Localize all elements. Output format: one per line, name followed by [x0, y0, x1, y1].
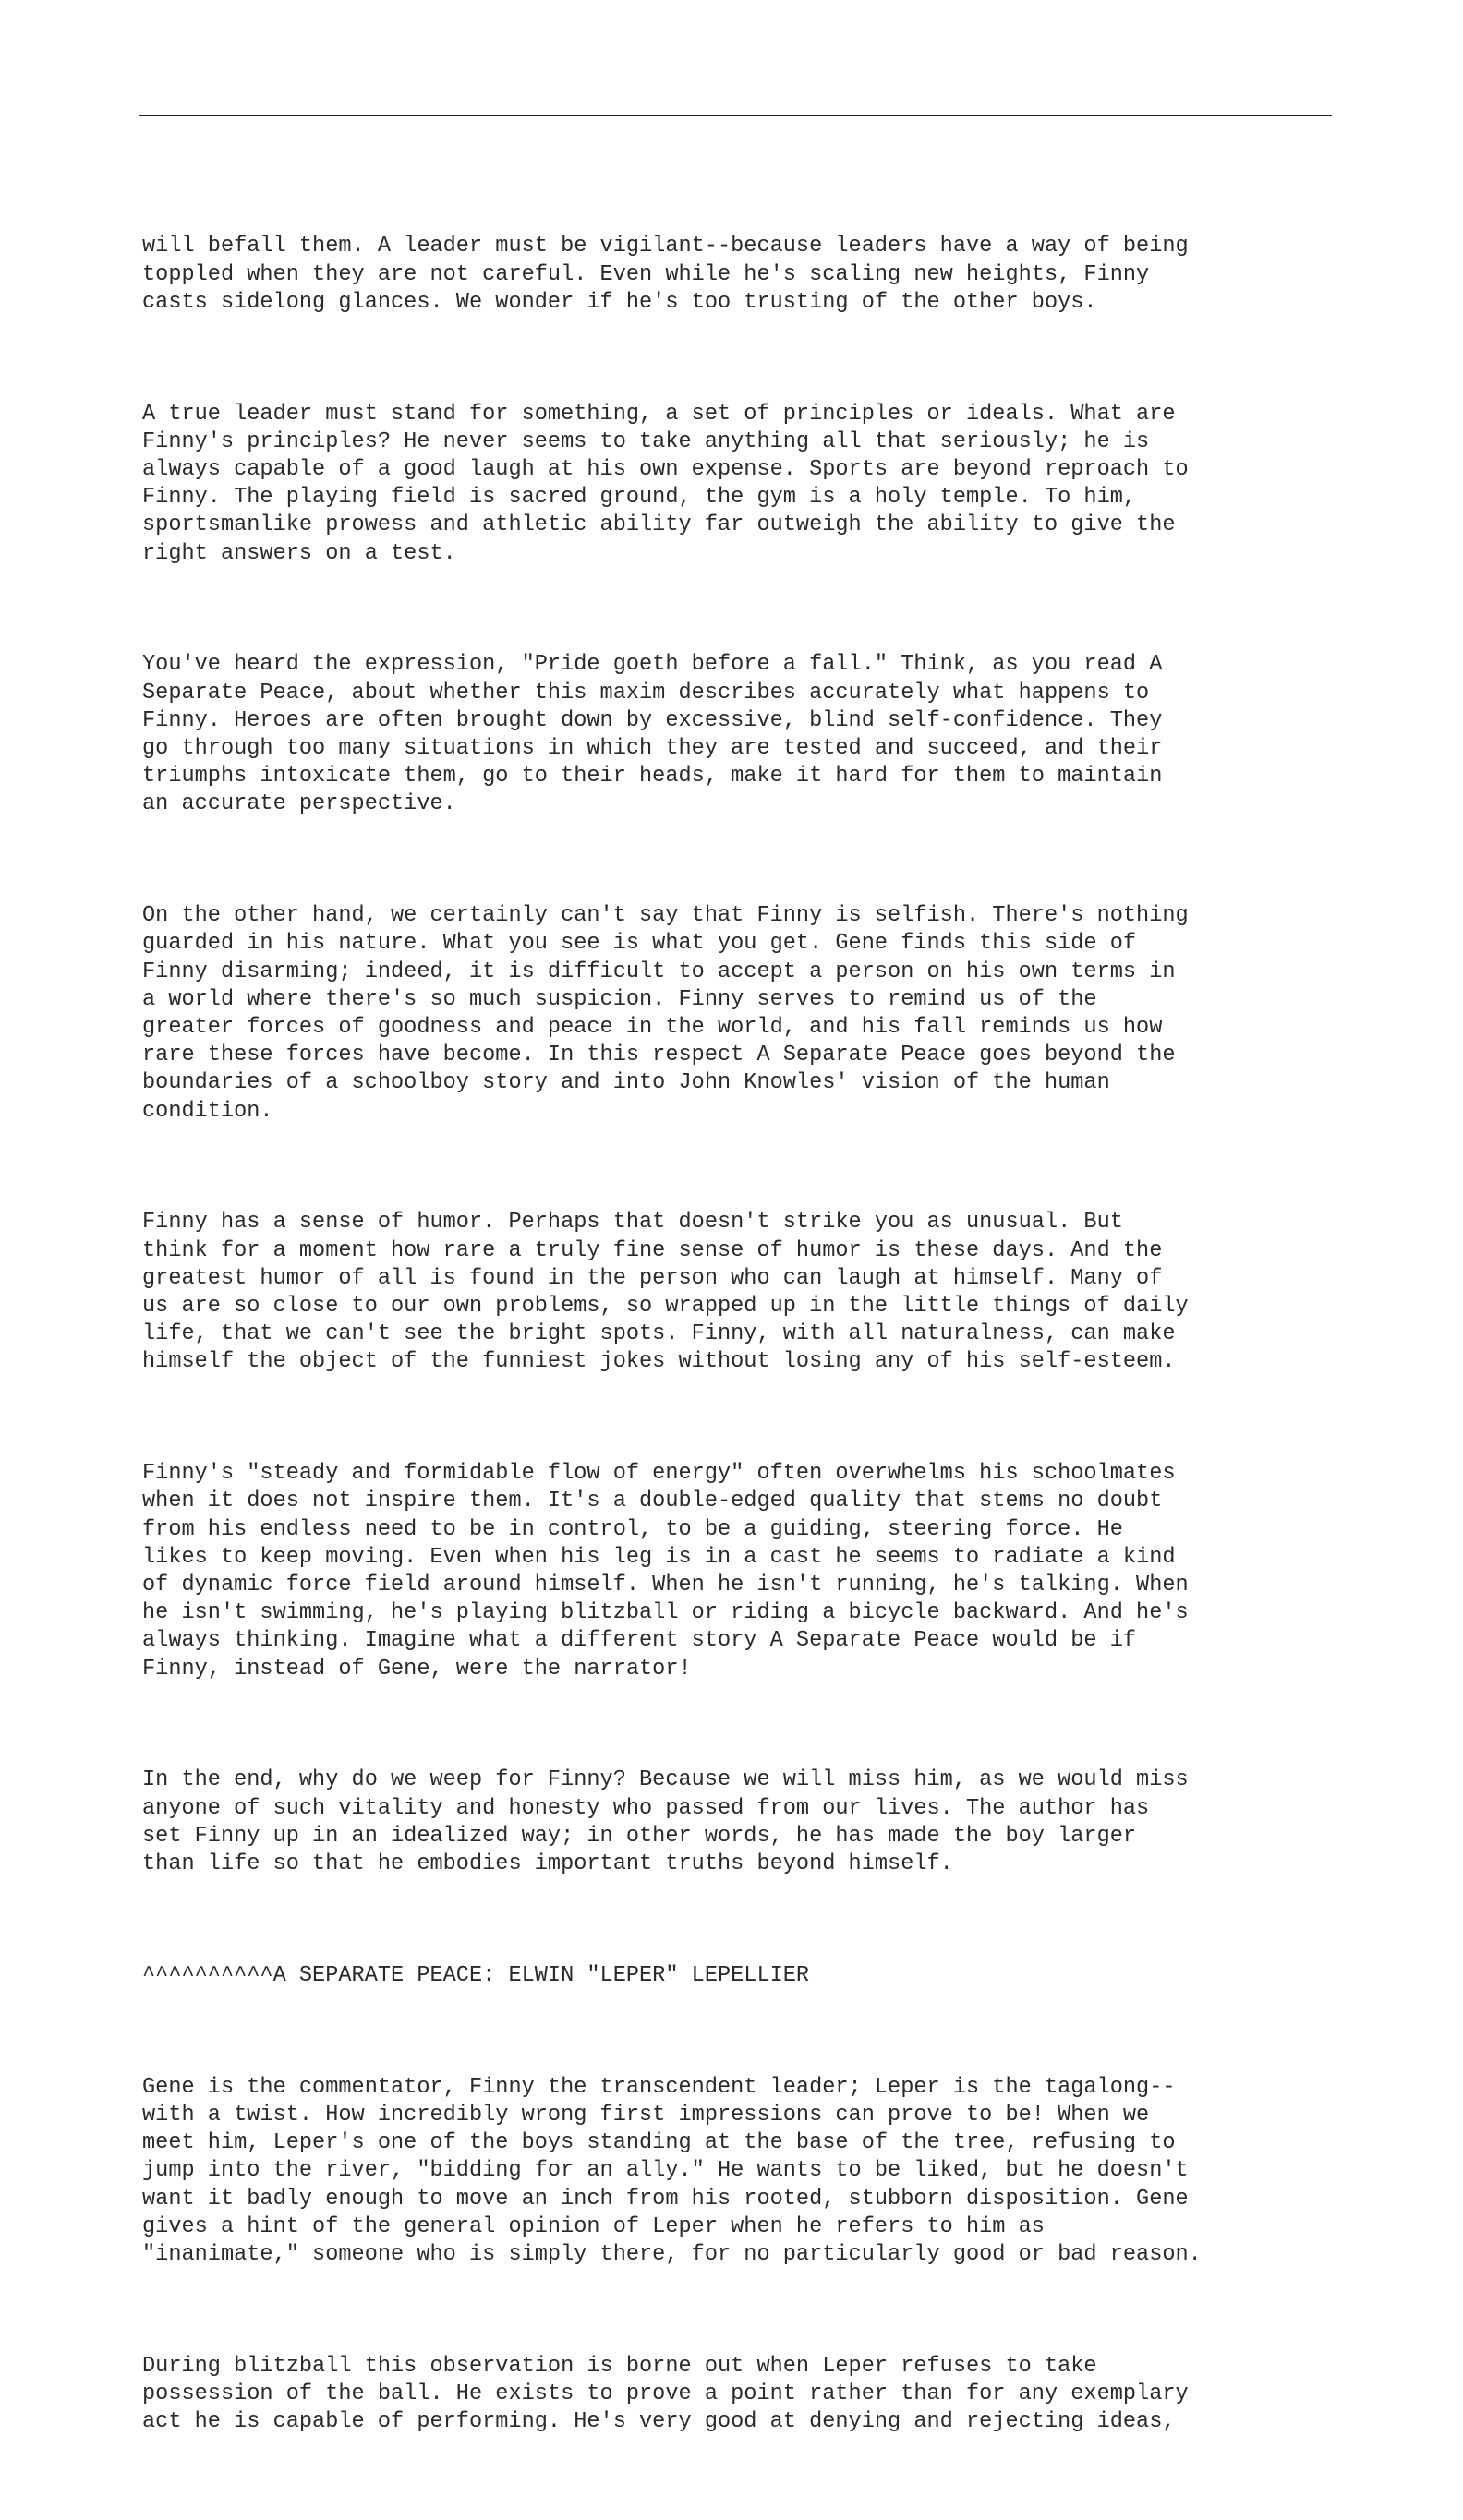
paragraph-leper-intro: Gene is the commentator, Finny the transcendent leader; Leper is the tagalong-- with a twist. How incredibly wrong first impressions can prove to be! When we meet him, Leper's one of the boys standing at the base of the tree, refusing to jump into the river, "bidding for an ally." He wants to be liked, but he doesn't want it badly enough to move an inch from his rooted, stubborn disposition. Gene gives a hint of the general opinion of Leper when he refers to him as "inanimate," someone who is simply there, for no particularly good or bad reason.: [142, 2074, 1202, 2267]
paragraph-blitzball: During blitzball this observation is borne out when Leper refuses to take possession of the ball. He exists to prove a point rather than for any exemplary act he is capable of performing. He's very good at denying and rejecting ideas,: [142, 2353, 1189, 2435]
header-rule: [139, 115, 1332, 116]
paragraph-energy: Finny's "steady and formidable flow of energy" often overwhelms his schoolmates when it does not inspire them. It's a double-edged quality that stems no doubt from his endless need to be in control, to be a guiding, steering force. He likes to keep moving. Even when his leg is in a cast he seems to radiate a kind of dynamic force field around himself. When he isn't running, he's talking. When he isn't swimming, he's playing blitzball or riding a bicycle backward. And he's always thinking. Imagine what a different story A Separate Peace would be if Finny, instead of Gene, were the narrator!: [142, 1461, 1189, 1682]
section-heading: ^^^^^^^^^^A SEPARATE PEACE: ELWIN "LEPER" LEPELLIER: [142, 1962, 810, 1988]
paragraph-principles: A true leader must stand for something, a set of principles or ideals. What are Finny's principles? He never seems to take anything all that seriously; he is always capable of a good laugh at his own expense. Sports are beyond reproach to Finny. The playing field is sacred ground, the gym is a holy temple. To him, sportsmanlike prowess and athletic ability far outweigh the ability to give the right answers on a test.: [142, 401, 1189, 566]
paragraph-not-selfish: On the other hand, we certainly can't say that Finny is selfish. There's nothing guarded in his nature. What you see is what you get. Gene finds this side of Finny disarming; indeed, it is difficult to accept a person on his own terms in a world where there's so much suspicion. Finny serves to remind us of the greater forces of goodness and peace in the world, and his fall reminds us how rare these forces have become. In this respect A Separate Peace goes beyond the boundaries of a schoolboy story and into John Knowles' vision of the human condition.: [142, 903, 1189, 1124]
paragraph-leader-vigilant: will befall them. A leader must be vigilant--because leaders have a way of being toppled when they are not careful. Even while he's scaling new heights, Finny casts sidelong glances. We wonder if he's too trusting of the other boys.: [142, 234, 1189, 315]
document-body: [142, 177, 1343, 2520]
paragraph-humor: Finny has a sense of humor. Perhaps that doesn't strike you as unusual. But think for a moment how rare a truly fine sense of humor is these days. And the greatest humor of all is found in the person who can laugh at himself. Many of us are so close to our own problems, so wrapped up in the little things of daily life, that we can't see the bright spots. Finny, with all naturalness, can make himself the object of the funniest jokes without losing any of his self-esteem.: [142, 1210, 1189, 1375]
paragraph-pride: You've heard the expression, "Pride goeth before a fall." Think, as you read A Separate Peace, about whether this maxim describes accurately what happens to Finny. Heroes are often brought down by excessive, blind self-confidence. They go through too many situations in which they are tested and succeed, and their triumphs intoxicate them, go to their heads, make it hard for them to maintain an accurate perspective.: [142, 652, 1163, 817]
paragraph-weep: In the end, why do we weep for Finny? Because we will miss him, as we would miss anyone of such vitality and honesty who passed from our lives. The author has set Finny up in an idealized way; in other words, he has made the boy larger than life so that he embodies important truths beyond himself.: [142, 1767, 1189, 1877]
